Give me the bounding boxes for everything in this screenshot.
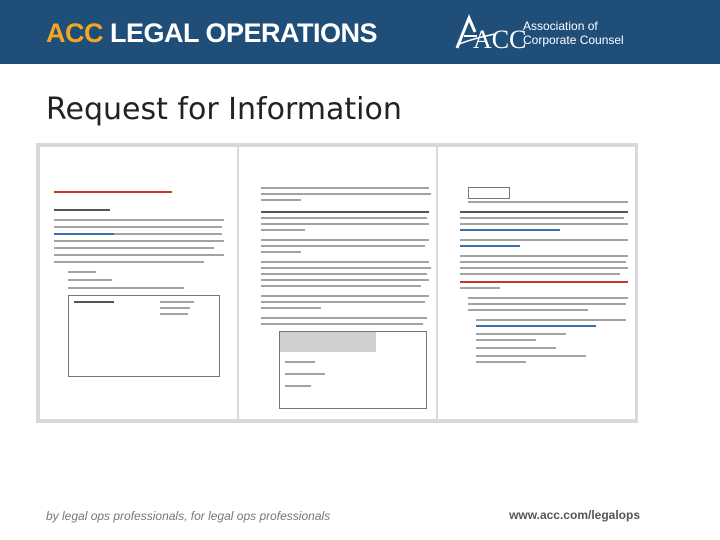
document-page-3 <box>438 147 635 419</box>
acc-logo <box>455 14 655 54</box>
brand-title-accent: ACC <box>46 18 103 48</box>
logo-line-2: Corporate Counsel <box>523 33 624 47</box>
brand-title <box>46 18 377 49</box>
logo-line-1: Association of <box>523 19 598 33</box>
document-preview <box>36 143 638 423</box>
page-title: Request for Information <box>46 92 402 127</box>
brand-title-rest: LEGAL OPERATIONS <box>103 18 378 48</box>
logo-mark-text: ACC <box>473 25 527 54</box>
document-page-1 <box>40 147 237 419</box>
acc-logo-icon <box>455 14 527 54</box>
logo-org-name <box>523 19 663 47</box>
footer-tagline: by legal ops professionals, for legal ops professionals <box>46 509 331 523</box>
document-page-2 <box>239 147 436 419</box>
header-banner <box>0 0 720 64</box>
footer-url-link[interactable]: www.acc.com/legalops <box>509 508 640 522</box>
